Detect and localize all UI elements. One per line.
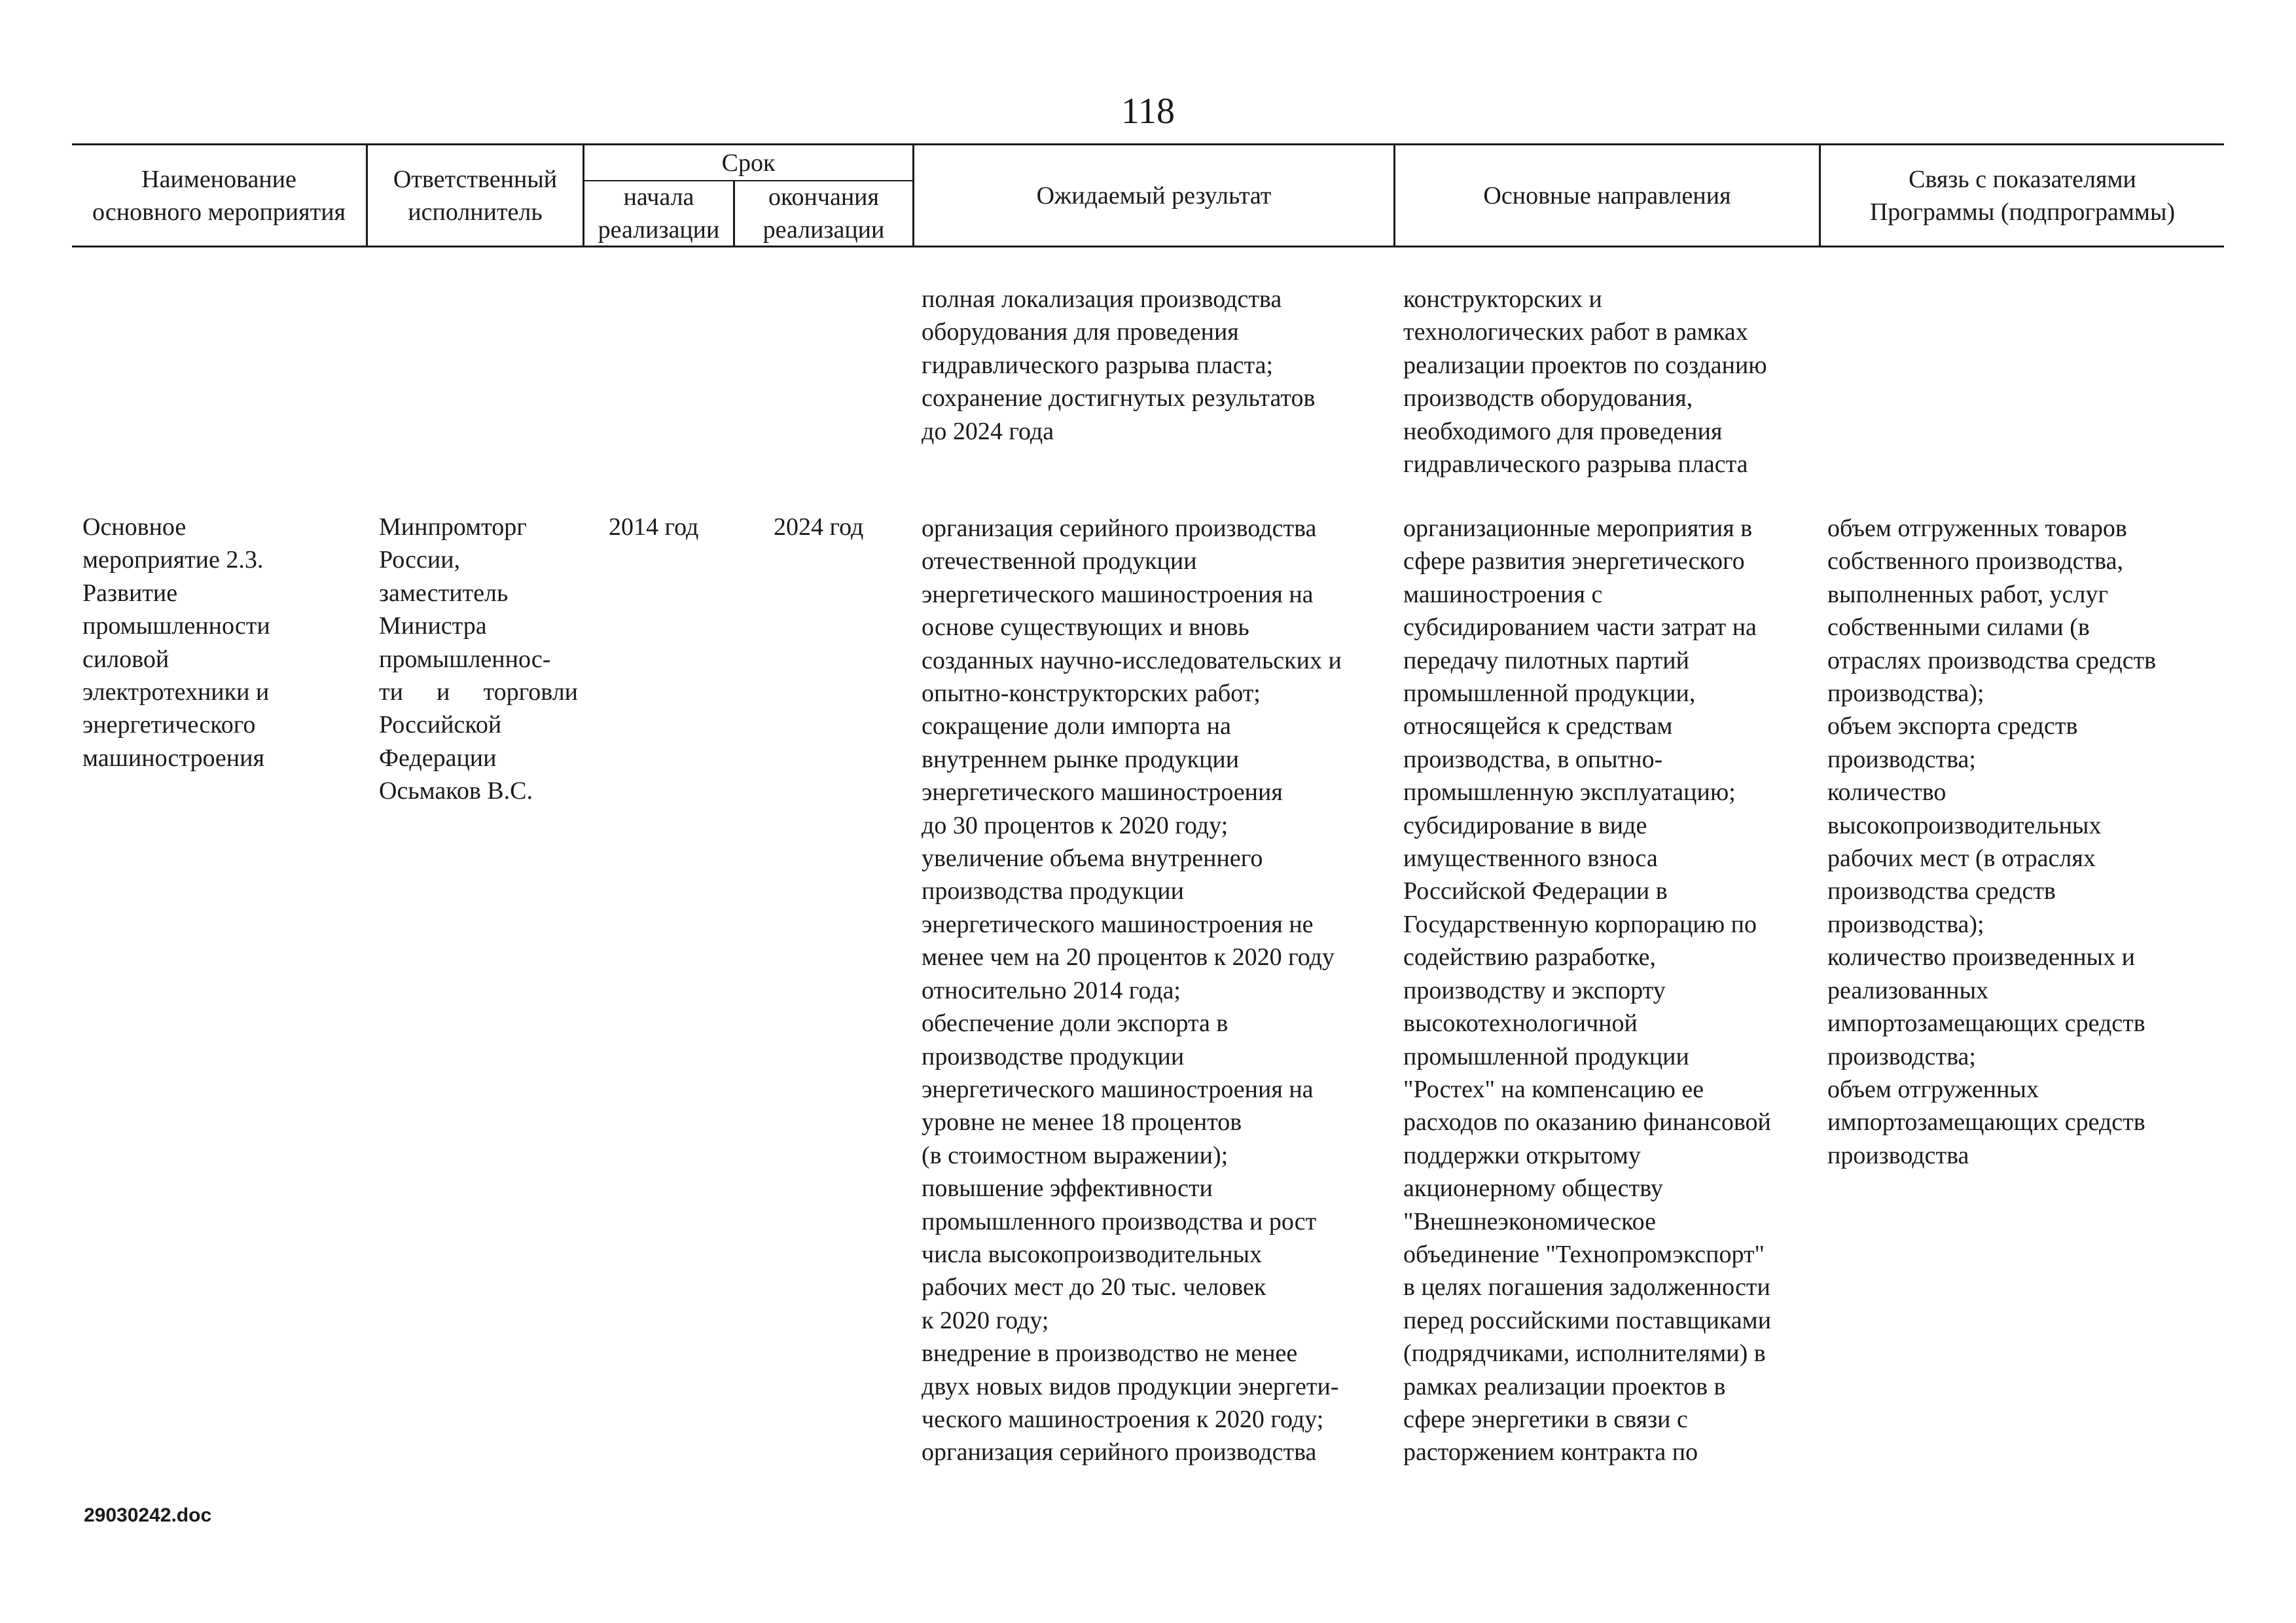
executor-line: России,	[379, 546, 461, 574]
executor-line: заместитель	[379, 579, 509, 607]
page-number: 118	[1121, 91, 1175, 132]
end-year: 2024 год	[774, 513, 864, 541]
document-filename: 29030242.doc	[84, 1504, 212, 1526]
main-directions: организационные мероприятия в сфере развития энергетического машиностроения с субсидированием части затрат на передачу пилотных партий промышленной продукции, относящейся к средствам производства, в опытно- промышленную эксплуатацию; субсидирование в виде имущественного взноса Российской Федерации в Государственную корпорацию по содействию разработке, производству и экспорту высокотехнологичной промышленной продукции "Ростех" на компенсацию ее расходов по оказанию финансовой поддержки открытому акционерному обществу "Внешнеэкономическое объединение "Технопромэкспорт" в целях погашения задолженности перед российскими поставщиками (подрядчиками, исполнителями) в рамках реализации проектов в сфере энергетики в связи с расторжением контракта по	[1403, 515, 1772, 1467]
program-indicators: объем отгруженных товаров собственного производства, выполненных работ, услуг собственными силами (в отраслях производства средств производства); объем экспорта средств производства; количество высокопроизводительных рабочих мест (в отраслях производства средств производства); количество произведенных и реализованных импортозамещающих средств производства; объем отгруженных импортозамещающих средств производства	[1827, 515, 2157, 1169]
executor-line: Минпромторг	[379, 513, 527, 541]
start-year: 2014 год	[609, 513, 699, 541]
executor-line: Российской	[379, 711, 502, 739]
header-term: Срок	[721, 149, 776, 177]
header-term-start: начала реализации	[598, 183, 720, 244]
header-term-end: окончания реализации	[762, 183, 885, 244]
executor-line: Осьмаков В.С.	[379, 777, 533, 805]
header-result: Ожидаемый результат	[1036, 181, 1272, 210]
table-header-bottom-rule	[72, 246, 2224, 247]
header-executor: Ответственный исполнитель	[393, 165, 558, 226]
header-indicators: Связь с показателями Программы (подпрограммы)	[1869, 165, 2176, 226]
executor-line: Федерации	[379, 744, 497, 772]
executor-line: Министра	[379, 612, 487, 640]
header-name: Наименование основного мероприятия	[92, 165, 346, 226]
responsible-executor	[379, 511, 578, 808]
activity-name: Основное мероприятие 2.3. Развитие промышленности силовой электротехники и энергетического машиностроения	[82, 513, 270, 772]
executor-line: промышленнос-	[379, 645, 551, 673]
header-directions: Основные направления	[1483, 181, 1731, 210]
continuation-result: полная локализация производства оборудования для проведения гидравлического разрыва пласта; сохранение достигнутых результатов до 2024 года	[922, 285, 1316, 445]
continuation-directions: конструкторских и технологических работ в рамках реализации проектов по созданию производств оборудования, необходимого для проведения гидравлического разрыва пласта	[1403, 285, 1767, 479]
expected-result: организация серийного производства отечественной продукции энергетического машиностроения на основе существующих и вновь созданных научно-исследовательских и опытно-конструкторских работ; сокращение доли импорта на внутреннем рынке продукции энергетического машиностроения до 30 процентов к 2020 году; увеличение объема внутреннего производства продукции энергетического машиностроения не менее чем на 20 процентов к 2020 году относительно 2014 года; обеспечение доли экспорта в производстве продукции энергетического машиностроения на уровне не менее 18 процентов (в стоимостном выражении); повышение эффективности промышленного производства и рост числа высокопроизводительных рабочих мест до 20 тыс. человек к 2020 году; внедрение в производство не менее двух новых видов продукции энергети- ческого машиностроения к 2020 году; организация серийного производства	[922, 515, 1342, 1467]
executor-line: ти и торговли	[379, 678, 578, 706]
